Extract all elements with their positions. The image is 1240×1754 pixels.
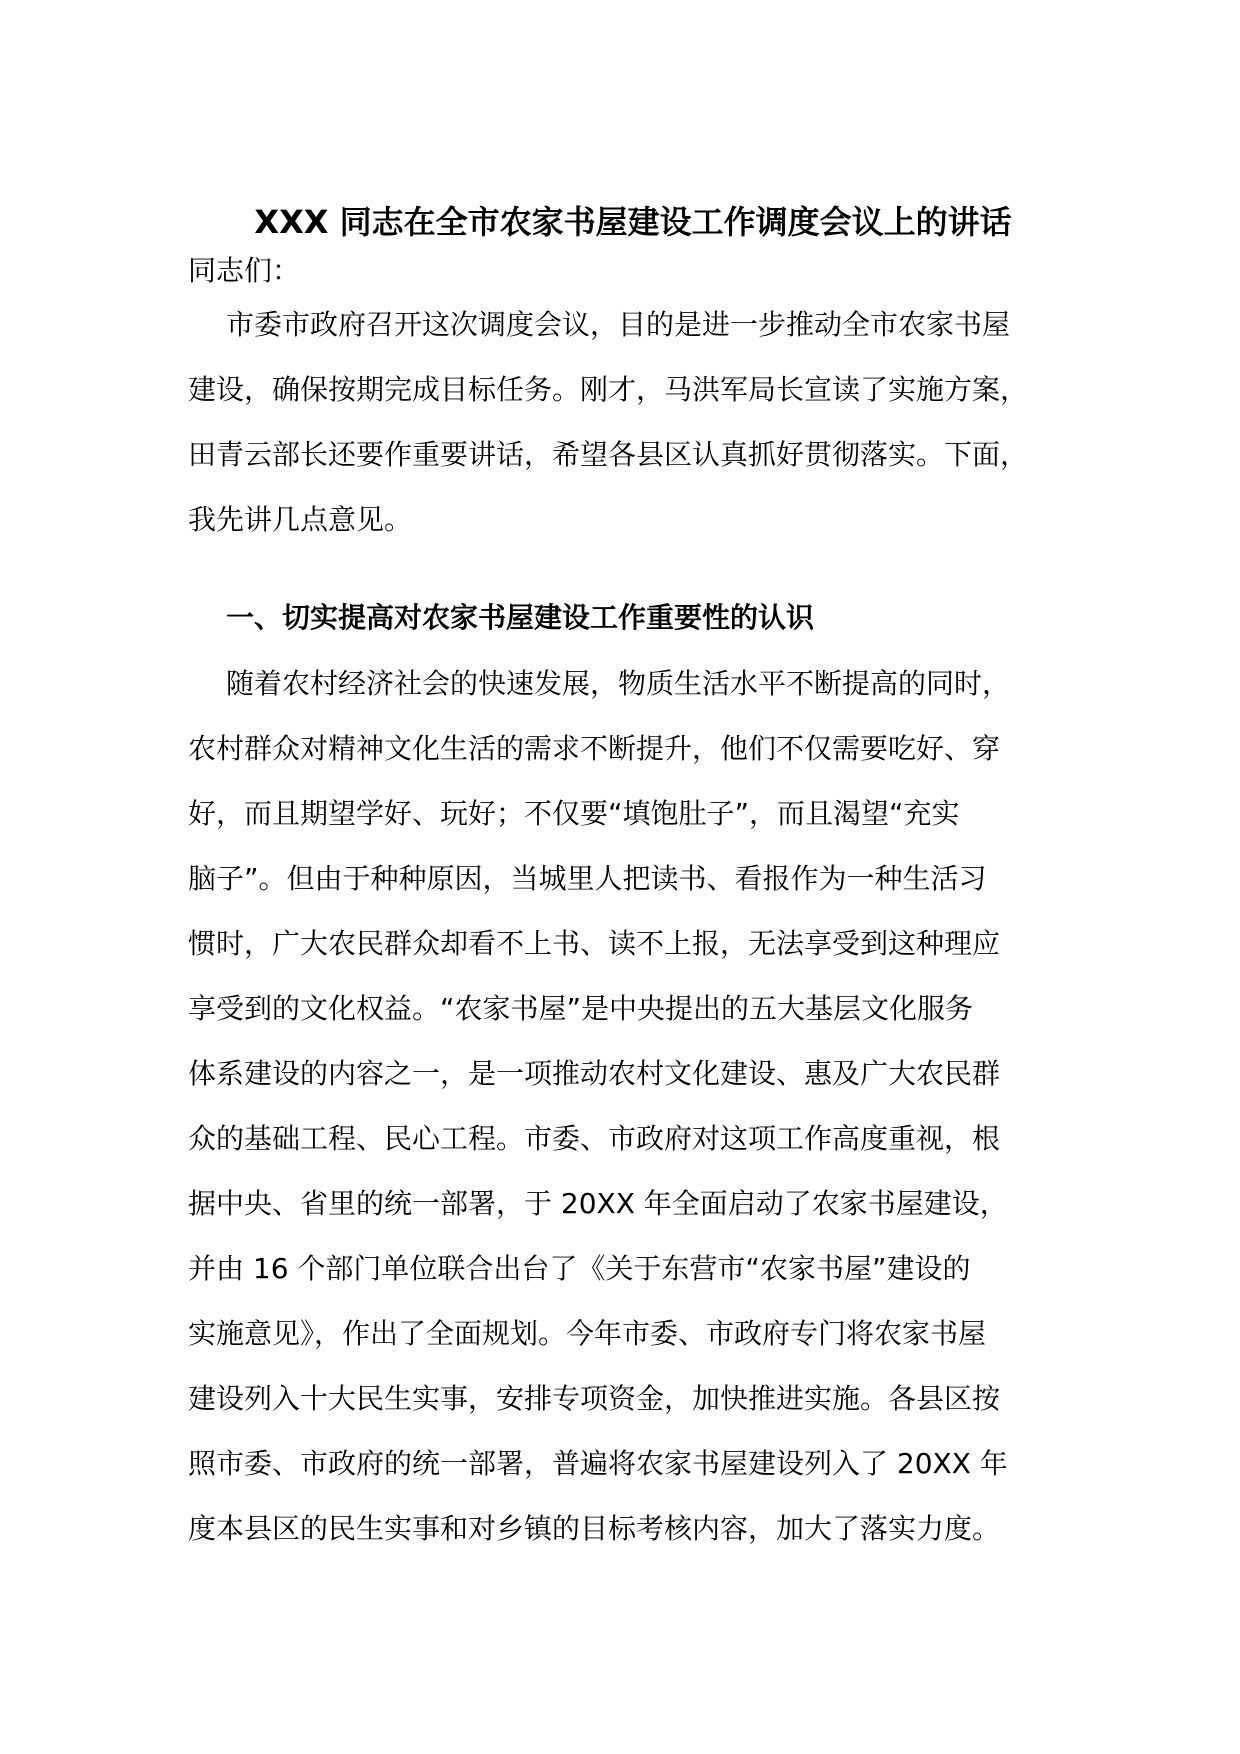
paragraph-line: 我先讲几点意见。 — [188, 503, 413, 536]
paragraph-line: 建设列入十大民生实事，安排专项资金，加快推进实施。各县区按 — [188, 1382, 1001, 1415]
paragraph-line: 享受到的文化权益。“农家书屋”是中央提出的五大基层文化服务 — [188, 992, 974, 1025]
paragraph-line: 脑子”。但由于种种原因，当城里人把读书、看报作为一种生活习 — [188, 862, 987, 895]
paragraph-line: 实施意见》，作出了全面规划。今年市委、市政府专门将农家书屋 — [188, 1317, 987, 1350]
paragraph-intro — [188, 292, 1088, 552]
paragraph-line: 并由 16 个部门单位联合出台了《关于东营市“农家书屋”建设的 — [188, 1252, 971, 1285]
paragraph-line: 建设，确保按期完成目标任务。刚才，马洪军局长宣读了实施方案， — [188, 373, 1029, 406]
section-heading: 一、切实提高对农家书屋建设工作重要性的认识 — [226, 601, 815, 634]
salutation: 同志们： — [188, 254, 301, 287]
paragraph-line: 惯时，广大农民群众却看不上书、读不上报，无法享受到这种理应 — [188, 927, 1001, 960]
paragraph-line: 体系建设的内容之一，是一项推动农村文化建设、惠及广大农民群 — [188, 1057, 1001, 1090]
paragraph-line: 据中央、省里的统一部署，于 20XX 年全面启动了农家书屋建设， — [188, 1187, 1008, 1220]
paragraph-line: 田青云部长还要作重要讲话，希望各县区认真抓好贯彻落实。下面， — [188, 438, 1029, 471]
paragraph-line: 度本县区的民生实事和对乡镇的目标考核内容，加大了落实力度。 — [188, 1512, 1001, 1545]
document-title: XXX 同志在全市农家书屋建设工作调度会议上的讲话 — [254, 203, 1012, 241]
paragraph-line: 照市委、市政府的统一部署，普遍将农家书屋建设列入了 20XX 年 — [188, 1447, 1008, 1480]
paragraph-line: 随着农村经济社会的快速发展，物质生活水平不断提高的同时， — [226, 667, 1011, 700]
paragraph-body — [188, 651, 1088, 1561]
paragraph-line: 好，而且期望学好、玩好；不仅要“填饱肚子”，而且渴望“充实 — [188, 797, 960, 830]
paragraph-line: 众的基础工程、民心工程。市委、市政府对这项工作高度重视，根 — [188, 1122, 1001, 1155]
paragraph-line: 市委市政府召开这次调度会议，目的是进一步推动全市农家书屋 — [226, 308, 1011, 341]
paragraph-line: 农村群众对精神文化生活的需求不断提升，他们不仅需要吃好、穿 — [188, 732, 1001, 765]
